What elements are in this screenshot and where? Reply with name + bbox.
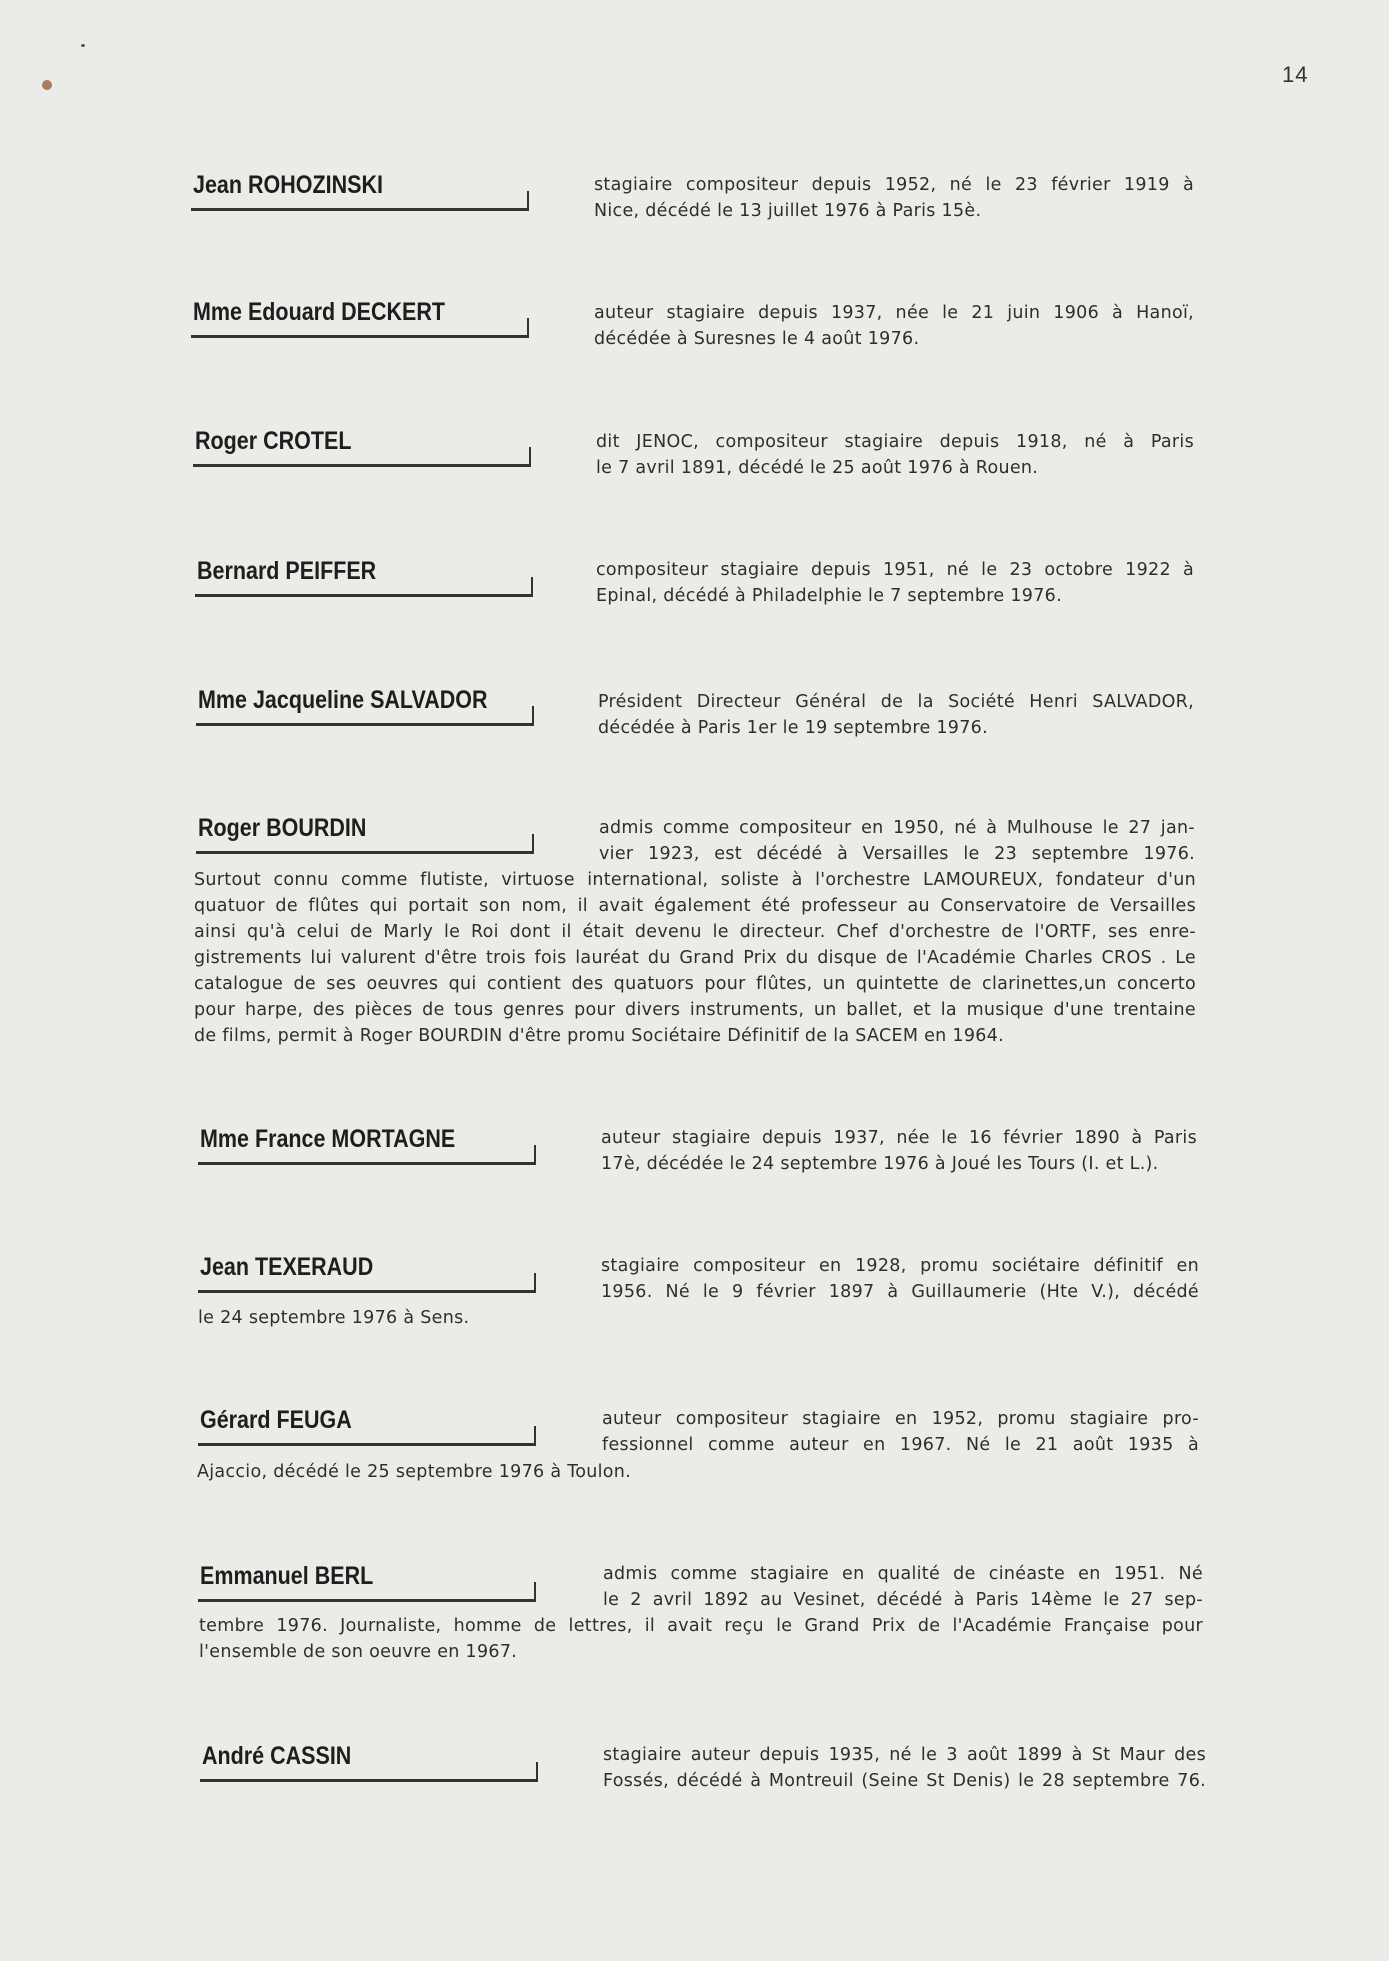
description-line: admis comme compositeur en 1950, né à Mulhouse le 27 jan- — [599, 818, 1195, 838]
description-line: dit JENOC, compositeur stagiaire depuis 1918, né à Paris — [596, 432, 1194, 452]
person-name: Emmanuel BERL — [200, 1562, 374, 1590]
entry-continuation — [198, 1305, 1198, 1331]
entry-description — [601, 1125, 1197, 1177]
person-name: Jean ROHOZINSKI — [193, 171, 383, 199]
name-heading-box — [195, 556, 533, 597]
person-name: Bernard PEIFFER — [197, 557, 377, 585]
name-heading-box — [198, 1561, 536, 1602]
description-line: fessionnel comme auteur en 1967. Né le 21 août 1935 à — [602, 1435, 1199, 1455]
entry-continuation — [197, 1459, 1197, 1485]
continuation-line: gistrements lui valurent d'être trois fois lauréat du Grand Prix du disque de l'Académie Charles CROS . Le — [194, 948, 1196, 968]
name-heading-box — [193, 426, 531, 467]
entry-description — [602, 1406, 1199, 1458]
description-line: décédée à Suresnes le 4 août 1976. — [594, 329, 920, 349]
entry-description — [599, 815, 1195, 867]
description-line: stagiaire auteur depuis 1935, né le 3 août 1899 à St Maur des — [603, 1745, 1206, 1765]
description-line: compositeur stagiaire depuis 1951, né le 23 octobre 1922 à — [596, 560, 1194, 580]
continuation-line: pour harpe, des pièces de tous genres pour divers instruments, un ballet, et la musique d'une trentaine — [194, 1000, 1196, 1020]
description-line: vier 1923, est décédé à Versailles le 23 septembre 1976. — [599, 844, 1195, 864]
person-name: Mme Edouard DECKERT — [193, 298, 446, 326]
entry-description — [603, 1561, 1203, 1613]
name-heading-box — [191, 297, 529, 338]
description-line: Nice, décédé le 13 juillet 1976 à Paris 15è. — [594, 201, 982, 221]
person-name: Gérard FEUGA — [200, 1406, 352, 1434]
paper-speck — [42, 80, 52, 90]
description-line: auteur compositeur stagiaire en 1952, promu stagiaire pro- — [602, 1409, 1199, 1429]
name-heading-box — [198, 1405, 536, 1446]
person-name: Mme Jacqueline SALVADOR — [198, 686, 488, 714]
entry-description — [601, 1253, 1199, 1305]
continuation-line: tembre 1976. Journaliste, homme de lettres, il avait reçu le Grand Prix de l'Académie Française pour — [199, 1616, 1203, 1636]
continuation-line: le 24 septembre 1976 à Sens. — [198, 1308, 470, 1328]
description-line: le 7 avril 1891, décédé le 25 août 1976 à Rouen. — [596, 458, 1039, 478]
description-line: Epinal, décédé à Philadelphie le 7 septembre 1976. — [596, 586, 1062, 606]
continuation-line: ainsi qu'à celui de Marly le Roi dont il était devenu le directeur. Chef d'orchestre de l'ORTF, ses enre- — [194, 922, 1196, 942]
entry-description — [598, 689, 1194, 741]
description-line: le 2 avril 1892 au Vesinet, décédé à Paris 14ème le 27 sep- — [603, 1590, 1203, 1610]
page-number: 14 — [1282, 62, 1309, 87]
entry-description — [603, 1742, 1206, 1794]
name-heading-box — [200, 1741, 538, 1782]
entry-description — [594, 172, 1194, 224]
description-line: admis comme stagiaire en qualité de cinéaste en 1951. Né — [603, 1564, 1203, 1584]
entry-continuation — [194, 867, 1196, 1049]
person-name: Jean TEXERAUD — [200, 1253, 374, 1281]
continuation-line: Ajaccio, décédé le 25 septembre 1976 à Toulon. — [197, 1462, 632, 1482]
person-name: André CASSIN — [202, 1742, 352, 1770]
description-line: Président Directeur Général de la Société Henri SALVADOR, — [598, 692, 1194, 712]
continuation-line: Surtout connu comme flutiste, virtuose international, soliste à l'orchestre LAMOUREUX, fondateur d'un — [194, 870, 1196, 890]
description-line: 17è, décédée le 24 septembre 1976 à Joué les Tours (I. et L.). — [601, 1154, 1159, 1174]
entry-continuation — [199, 1613, 1203, 1665]
name-heading-box — [198, 1124, 536, 1165]
description-line: auteur stagiaire depuis 1937, née le 21 juin 1906 à Hanoï, — [594, 303, 1194, 323]
paper-speck — [81, 44, 85, 47]
continuation-line: quatuor de flûtes qui portait son nom, il avait également été professeur au Conservatoire de Versailles — [194, 896, 1196, 916]
name-heading-box — [198, 1252, 536, 1293]
description-line: stagiaire compositeur depuis 1952, né le 23 février 1919 à — [594, 175, 1194, 195]
description-line: stagiaire compositeur en 1928, promu sociétaire définitif en — [601, 1256, 1199, 1276]
name-heading-box — [191, 170, 529, 211]
continuation-line: catalogue de ses oeuvres qui contient des quatuors pour flûtes, un quintette de clarinettes,un concerto — [194, 974, 1196, 994]
person-name: Roger CROTEL — [195, 427, 352, 455]
continuation-line: de films, permit à Roger BOURDIN d'être promu Sociétaire Définitif de la SACEM en 1964. — [194, 1026, 1005, 1046]
entry-description — [596, 557, 1194, 609]
name-heading-box — [196, 685, 534, 726]
description-line: Fossés, décédé à Montreuil (Seine St Denis) le 28 septembre 76. — [603, 1771, 1206, 1791]
person-name: Roger BOURDIN — [198, 814, 367, 842]
name-heading-box — [196, 813, 534, 854]
person-name: Mme France MORTAGNE — [200, 1125, 456, 1153]
entry-description — [596, 429, 1194, 481]
description-line: décédée à Paris 1er le 19 septembre 1976. — [598, 718, 988, 738]
continuation-line: l'ensemble de son oeuvre en 1967. — [199, 1642, 518, 1662]
entry-description — [594, 300, 1194, 352]
description-line: 1956. Né le 9 février 1897 à Guillaumerie (Hte V.), décédé — [601, 1282, 1199, 1302]
description-line: auteur stagiaire depuis 1937, née le 16 février 1890 à Paris — [601, 1128, 1197, 1148]
